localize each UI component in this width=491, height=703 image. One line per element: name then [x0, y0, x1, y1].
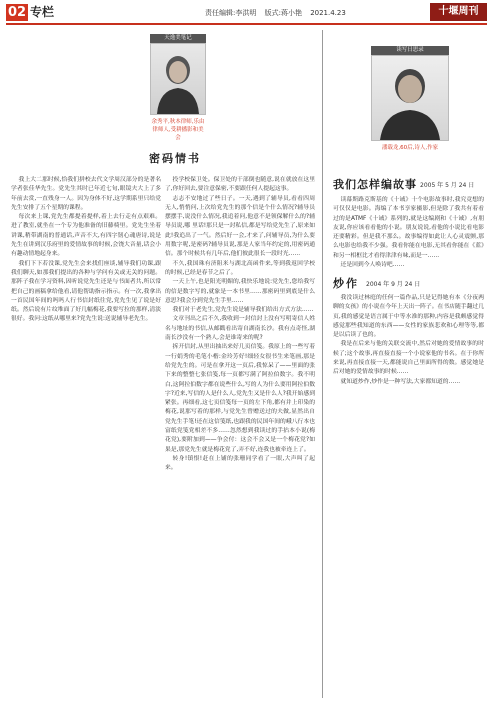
left-author-photo	[150, 43, 206, 115]
right-article-1	[333, 196, 484, 270]
left-article-column-b	[165, 176, 315, 474]
paragraph: 拆开信封,从里出抽出来好几页信笺。我原上的一些写着一行娟秀的毛笔小楷:金玲芳好!细轻女很书生来笔画,那是给党先生的。可是在拿开这一页后,我惊呆了——里面的张下来的整整七张信笺,每一页都写满了阿拉伯数字。我不明白,这阿拉伯数字都在说些什么,写的人为什么要用阿拉伯数字?近来,写信的人是什么人,党先生又是什么人?我开始感到紧张。再细看,这七页信笺每一页的左下角,都有并上印染的梅花,说那写着的那样,与党先生曾赠送过的夫做,显然出自党先生手笔!还在这信笺纸,也跟我的民国年间的峨八行本也富纸党笺党相差不多……忽然想到我读过的手拈本小说(梅花党),要附加到——争会付：这会不会又是一个梅花党?如果是,那党先生就是梅花党了,弄不好,连我也被牵连上了。	[165, 344, 315, 453]
editor-credit: 责任编辑:李洪明	[205, 9, 257, 17]
article-title-hype: 炒作	[333, 277, 359, 290]
right-author-box	[371, 46, 449, 164]
article-title-mima: 密码情书	[149, 152, 201, 165]
issue-date: 2021.4.23	[310, 9, 346, 17]
paragraph: 我们下下若没课,党先生会来找们座谈,辅导我们功课,跟我们聊天,如那我们提出的各种与学问有关或无关的问题。那阵子我在学习资料,因听说党先生还是与书面者共,所以常把自己的画稿拿给他看,请他帮助指示指示。有一次,我拿出一首民国年间的吗吗人行书信封纸往党,党先生见了说是好纸。然后说有片纹堆面了好几幅梅花,我要写拉的那样,清淡很好。我问:这纸从哪里来?党先生说:送说辅导老先生。	[11, 260, 161, 323]
right-article-2	[333, 294, 484, 387]
paragraph: 我没读过林庭的任何一篇作品,只是记得她有本《分夜两聊的女孩》的小说在今年上天出一阵子。在书店随手翻过几页,我的感觉是语言属于中等水准的那种,内容是我颇感觉得感觉那些我知道的东西——女性的家族悲欢和心理等等,都是以后读了也的。	[333, 295, 484, 339]
paragraph: 文章刊出之后不久,我收到一封信封上没有写明寄信人姓名与地址的书信,从邮戳看出寄自湖南长沙。我有点奇怪,湖南长沙没有一个熟人,会是谁寄来的呢?	[165, 316, 315, 342]
portrait-icon	[151, 44, 205, 114]
paragraph: 还是回到今人唤诗吧……	[340, 262, 405, 269]
article-date: 2004 年 9 月 24 日	[366, 281, 421, 288]
paragraph: 读幕斯路克斯基的《十诫》十个电影故事时,我究竟想的可仅仅是电影。海编了本书享家摄影,但是除了我共有着看过的是ATMF《十诫》系列的,就是这编剧和《十诫》,有朋友说,你应该看看他的小说。朋友说说,看他的小说比看电影还要精彩。但是我不那么。故事编得如此让人心灵震颤,那么电影也给我不少强。我看你能在电影,无其看你能在《蓝》和另一相框比才看得津津有味,而是一……	[333, 197, 484, 259]
left-author-info: 余秀平,秋本律师,乐由律师人,受耕播影和美会	[151, 119, 205, 141]
right-author-info: 潘载龙,60后,诗人,作家	[381, 145, 439, 151]
paragraph: 一天上午,也是阳光明媚的,我快乐地说:党先生,您给我写的信是数字写的,就象是一本书里……那密码里到底是什么意思?我会分到党先生手里……	[165, 279, 315, 304]
page-header	[0, 0, 491, 26]
left-author-box	[150, 34, 206, 149]
article-date: 2005 年 5 月 24 日	[420, 182, 475, 189]
page-number: 02	[7, 5, 27, 20]
paragraph: 转身!镇恨!赶在上铺的张珊同学看了一眼,大声叫了起来。	[165, 455, 315, 472]
paragraph: 我是在后来与他的关联交流中,然后对她的爱情故事的时候了;这个故事,再直接直接一个小说家他的书名。在于你所来说,再直接直接一天,都能说自己里面所得的数。感觉她是后对她的爱情故事的时候……	[333, 341, 484, 376]
paragraph: 投学校保卫处。保卫处的干部倒也随意,说在就放在这里了,你好回去,要注意保密,不要跟任何人提起这事。	[165, 177, 315, 193]
layout-credit: 版式:蒋小艳	[264, 9, 302, 17]
column-divider	[322, 30, 323, 698]
paragraph: 志志不安地过了些日子。一天,遇到了辅导员,看看四周无人,悄悄问,上次给党先生的那个信是个什么情况?辅导员摆摆手,说没什么情况,我追着问,他意不是领保解什么的?辅导员说,哪 里话!那只是一封私信,都是写给党先生了,原来如此!我追出了一气。然后好一会,才来了,问辅导员,为什么要用数字呢,是密码?辅导员说,那是人家当年约定的,用密码通信。那个时候共有几年后,他们彼此很长一段时光……	[165, 195, 315, 258]
paragraph: 就知道炒作,炒作是一种写法,大家都知道的……	[340, 378, 461, 385]
right-column-caption: 读写日思录	[371, 46, 449, 55]
paragraph: 我上大二那时候,恰我们拼校去代文学周汉部分的是著名学者张佳华先生。党先生其时已年近七旬,眼镜夫大上了多年前去赏,一直残身一人。因为身体不好,这学期系里只给党先生安排了五个星期的课程。	[11, 177, 161, 211]
right-author-photo	[371, 55, 449, 141]
header-credits	[205, 8, 352, 18]
left-column-caption: 天逸美笔记	[150, 34, 206, 43]
section-title: 专栏	[30, 5, 55, 19]
paragraph: 我们对于老先生,党先生说是辅导我们给出方式方法……	[172, 307, 314, 314]
left-article-column-a	[11, 176, 161, 325]
paragraph: 不久,我国珠有济阻米与湖北高函件来,等到我返回学校的时候,已经是春节之后了。	[165, 260, 315, 276]
article-title-story: 我们怎样编故事	[333, 178, 417, 191]
paragraph: 每次来上课,党先生都提着提样,着上去行走有点艰难。进了教室,就坐在一个专为他准备的旧藤椅里。党先生坐着讲课,稍带湖南的普通话,声音不大,有四字韧心魂唐诗,说是先生在讲到汉乐府里的爱情故事的时候,会饶大音量,话会小有趣动情地起身来。	[11, 214, 161, 258]
brand-logo: 十堰周刊	[430, 3, 487, 21]
header-rule	[6, 23, 487, 25]
portrait-icon	[372, 56, 448, 140]
